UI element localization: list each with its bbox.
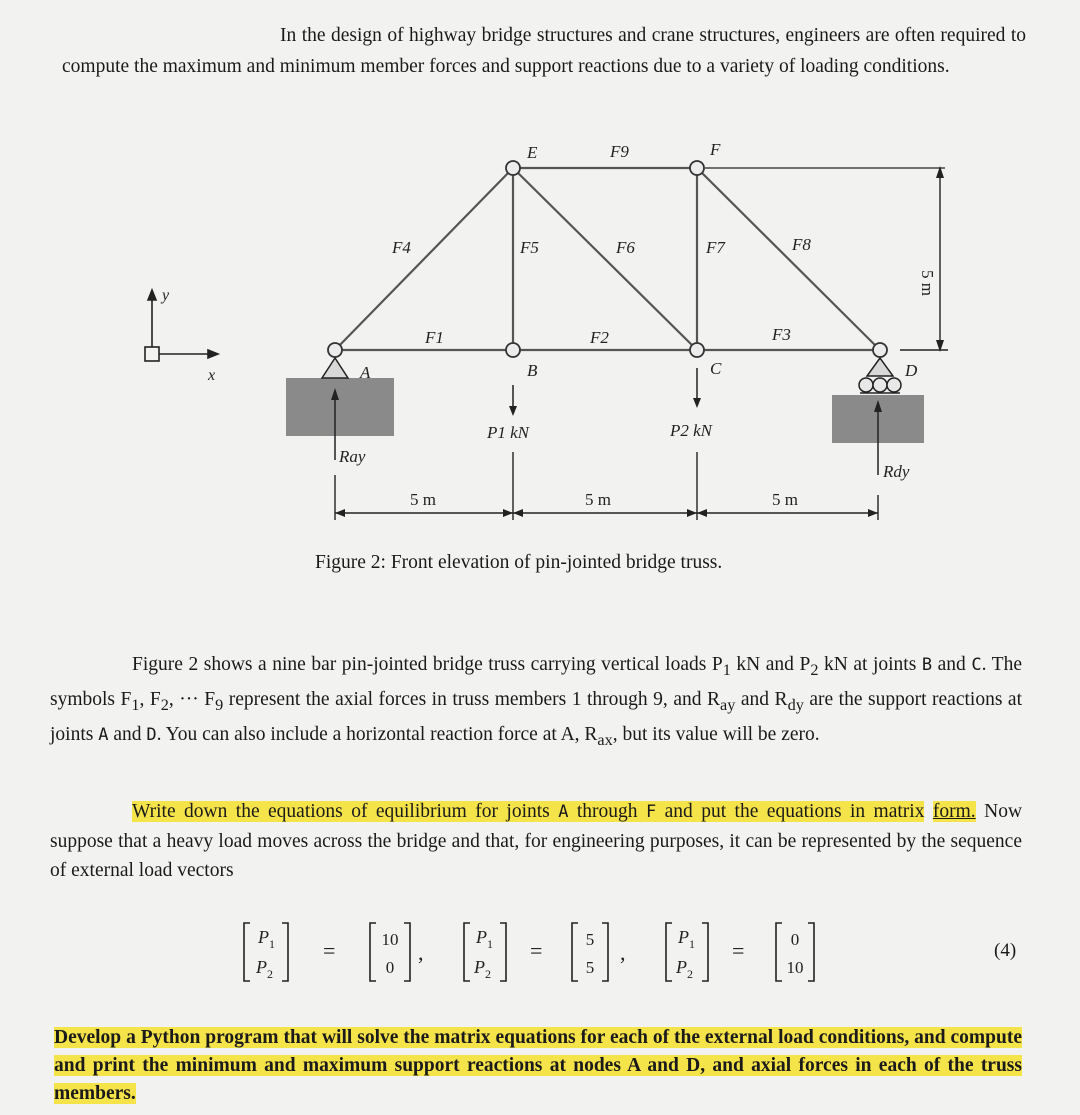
svg-text:P: P (676, 957, 687, 977)
reaction-label-rdy: Rdy (883, 462, 910, 481)
load-vectors-equation (0, 915, 1080, 985)
axes-icon (145, 290, 218, 361)
svg-text:1: 1 (487, 937, 493, 951)
equation-number: (4) (994, 940, 1017, 961)
load-vector-1-p2: 0 (385, 958, 395, 977)
intro-text: the design of highway bridge structures and crane structures, engineers are often required to compute the maximum and minimum member forces and support reactions due to a variety of loading conditions. (62, 25, 1027, 77)
svg-text:2: 2 (267, 967, 273, 981)
member-label-f6: F6 (616, 238, 635, 257)
joint-d-node (873, 343, 887, 357)
joint-a-node (328, 343, 342, 357)
task-paragraph: Develop a Python program that will solve the matrix equations for each of the external load conditions, and compute and print the minimum and maximum support reactions at nodes A and D, and axial forces in each of the truss members. (54, 1027, 1022, 1104)
reaction-label-ray: Ray (339, 447, 366, 466)
svg-text:=: = (732, 938, 745, 963)
joint-f-label: F (710, 140, 721, 159)
svg-text:,: , (620, 940, 626, 965)
span-label-2: 5 m (585, 490, 611, 509)
intro-paragraph (62, 20, 1026, 82)
joint-b-label: B (527, 361, 538, 380)
member-label-f9: F9 (610, 142, 629, 161)
joint-c-node (690, 343, 704, 357)
figure-caption: Figure 2: Front elevation of pin-jointed bridge truss. (315, 552, 723, 573)
load-arrow-p2 (693, 398, 701, 408)
svg-text:2: 2 (485, 967, 491, 981)
member-6-line (513, 168, 697, 350)
member-4-line (335, 168, 513, 350)
member-8-line (697, 168, 880, 350)
support-block-a (286, 378, 394, 436)
svg-text:P: P (258, 927, 269, 947)
axis-x-label: x (208, 367, 216, 384)
instruction-paragraph: Write down the equations of equilibrium for joints A through F and put the equations in matrix form. Now suppose that a heavy load moves across the bridge and that, for engineering purposes, it can be represented by the sequence of external load vectors (50, 801, 1023, 881)
height-label: 5 m (918, 270, 937, 296)
joint-e-label: E (527, 143, 538, 162)
joint-e-node (506, 161, 520, 175)
span-label-3: 5 m (772, 490, 798, 509)
bridge-truss-figure (0, 120, 1080, 540)
svg-text:P: P (678, 927, 689, 947)
svg-text:1: 1 (269, 937, 275, 951)
joint-a-label: A (360, 363, 371, 382)
svg-text:P: P (476, 927, 487, 947)
member-label-f1: F1 (425, 328, 444, 347)
load-vector-2-p1: 5 (585, 930, 595, 949)
member-label-f8: F8 (792, 235, 811, 254)
support-pin-a (322, 358, 348, 378)
member-label-f4: F4 (392, 238, 411, 257)
load-arrow-p1 (509, 406, 517, 416)
intro-first-word: In (280, 25, 297, 46)
load-vector-2-p2: 5 (585, 958, 595, 977)
axis-y-label: y (162, 287, 170, 304)
load-vector-1-p1: 10 (381, 930, 399, 949)
svg-text:=: = (530, 938, 543, 963)
joint-f-node (690, 161, 704, 175)
support-pin-d (867, 358, 893, 376)
svg-text:2: 2 (687, 967, 693, 981)
svg-text:,: , (418, 940, 424, 965)
roller-icon (859, 378, 901, 392)
member-label-f3: F3 (772, 325, 791, 344)
load-label-p1: P1 kN (487, 423, 530, 442)
joint-d-label: D (905, 361, 918, 380)
member-label-f5: F5 (520, 238, 539, 257)
load-label-p2: P2 kN (670, 421, 713, 440)
load-vector-3-p2: 10 (786, 958, 804, 977)
load-vector-3-p1: 0 (790, 930, 800, 949)
joint-c-label: C (710, 359, 722, 378)
member-label-f7: F7 (706, 238, 725, 257)
span-label-1: 5 m (410, 490, 436, 509)
description-paragraph: Figure 2 shows a nine bar pin-jointed bridge truss carrying vertical loads $P_1$ kN and $P_2$ kN at joints B and C. The symbols $F_1$, $F_2$, ··· $F_9$ represent the axial forces in truss members 1 through 9, and $R_{ay}$ and $R_{dy}$ are the support reactions at joints A and D. You can also include a horizontal reaction force at A, $R_{ax}$, but its value will be zero. (50, 654, 1022, 749)
joint-b-node (506, 343, 520, 357)
svg-text:=: = (323, 938, 336, 963)
member-label-f2: F2 (590, 328, 609, 347)
svg-text:P: P (256, 957, 267, 977)
svg-text:P: P (474, 957, 485, 977)
svg-text:1: 1 (689, 937, 695, 951)
